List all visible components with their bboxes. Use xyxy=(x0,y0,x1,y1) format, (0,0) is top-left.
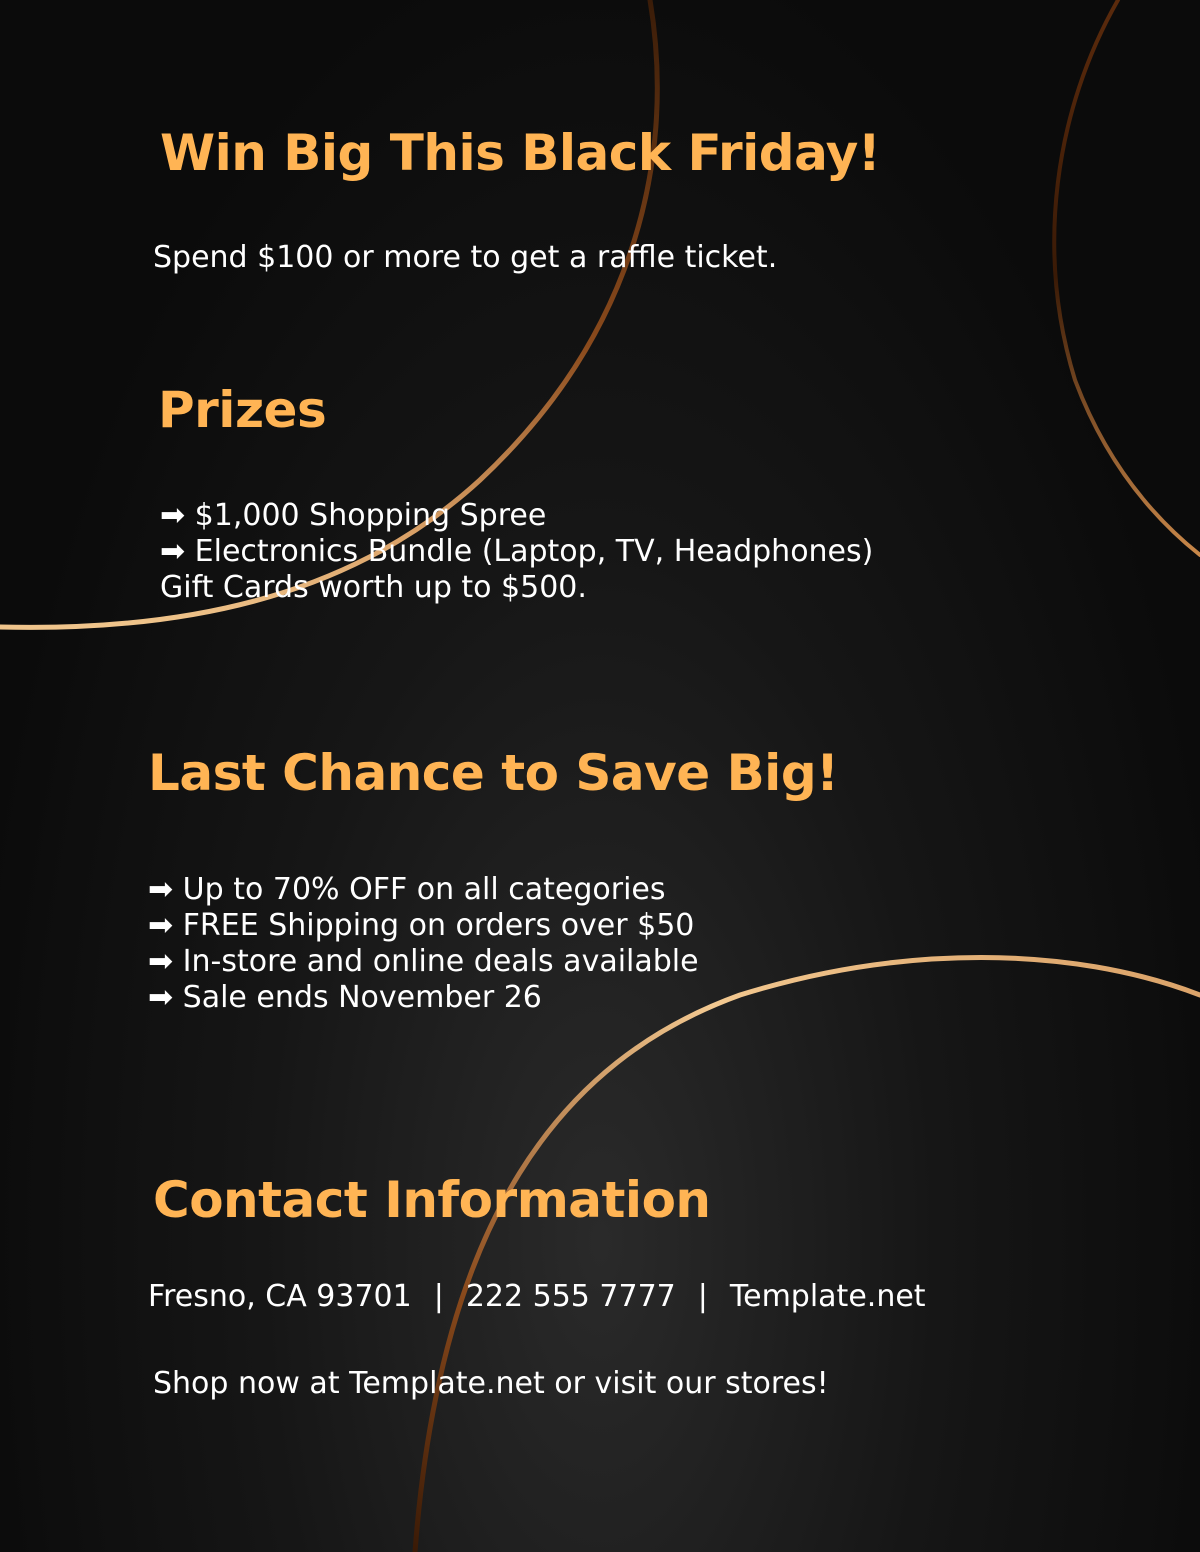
save-heading: Last Chance to Save Big! xyxy=(148,744,839,802)
page-title: Win Big This Black Friday! xyxy=(160,124,881,182)
list-item: ➡ Sale ends November 26 xyxy=(148,980,542,1015)
prizes-heading: Prizes xyxy=(158,381,327,439)
ring-upper-right xyxy=(1054,0,1200,555)
list-item: ➡ Up to 70% OFF on all categories xyxy=(148,872,666,907)
contact-separator: | xyxy=(697,1279,708,1314)
list-item: ➡ FREE Shipping on orders over $50 xyxy=(148,908,695,943)
raffle-intro-text: Spend $100 or more to get a raffle ticket. xyxy=(153,240,778,275)
contact-location: Fresno, CA 93701 xyxy=(148,1279,412,1314)
list-item: Gift Cards worth up to $500. xyxy=(160,570,587,605)
contact-heading: Contact Information xyxy=(153,1171,711,1229)
list-item: ➡ In-store and online deals available xyxy=(148,944,699,979)
shop-now-text: Shop now at Template.net or visit our stores! xyxy=(153,1366,829,1401)
deals-list xyxy=(148,872,699,1016)
contact-details xyxy=(148,1279,926,1314)
ring-lower xyxy=(415,958,1200,1552)
contact-separator: | xyxy=(433,1279,444,1314)
contact-phone: 222 555 7777 xyxy=(465,1279,676,1314)
list-item: ➡ $1,000 Shopping Spree xyxy=(160,498,547,533)
list-item: ➡ Electronics Bundle (Laptop, TV, Headphones) xyxy=(160,534,874,569)
contact-website: Template.net xyxy=(729,1279,926,1314)
prizes-list xyxy=(160,498,873,606)
